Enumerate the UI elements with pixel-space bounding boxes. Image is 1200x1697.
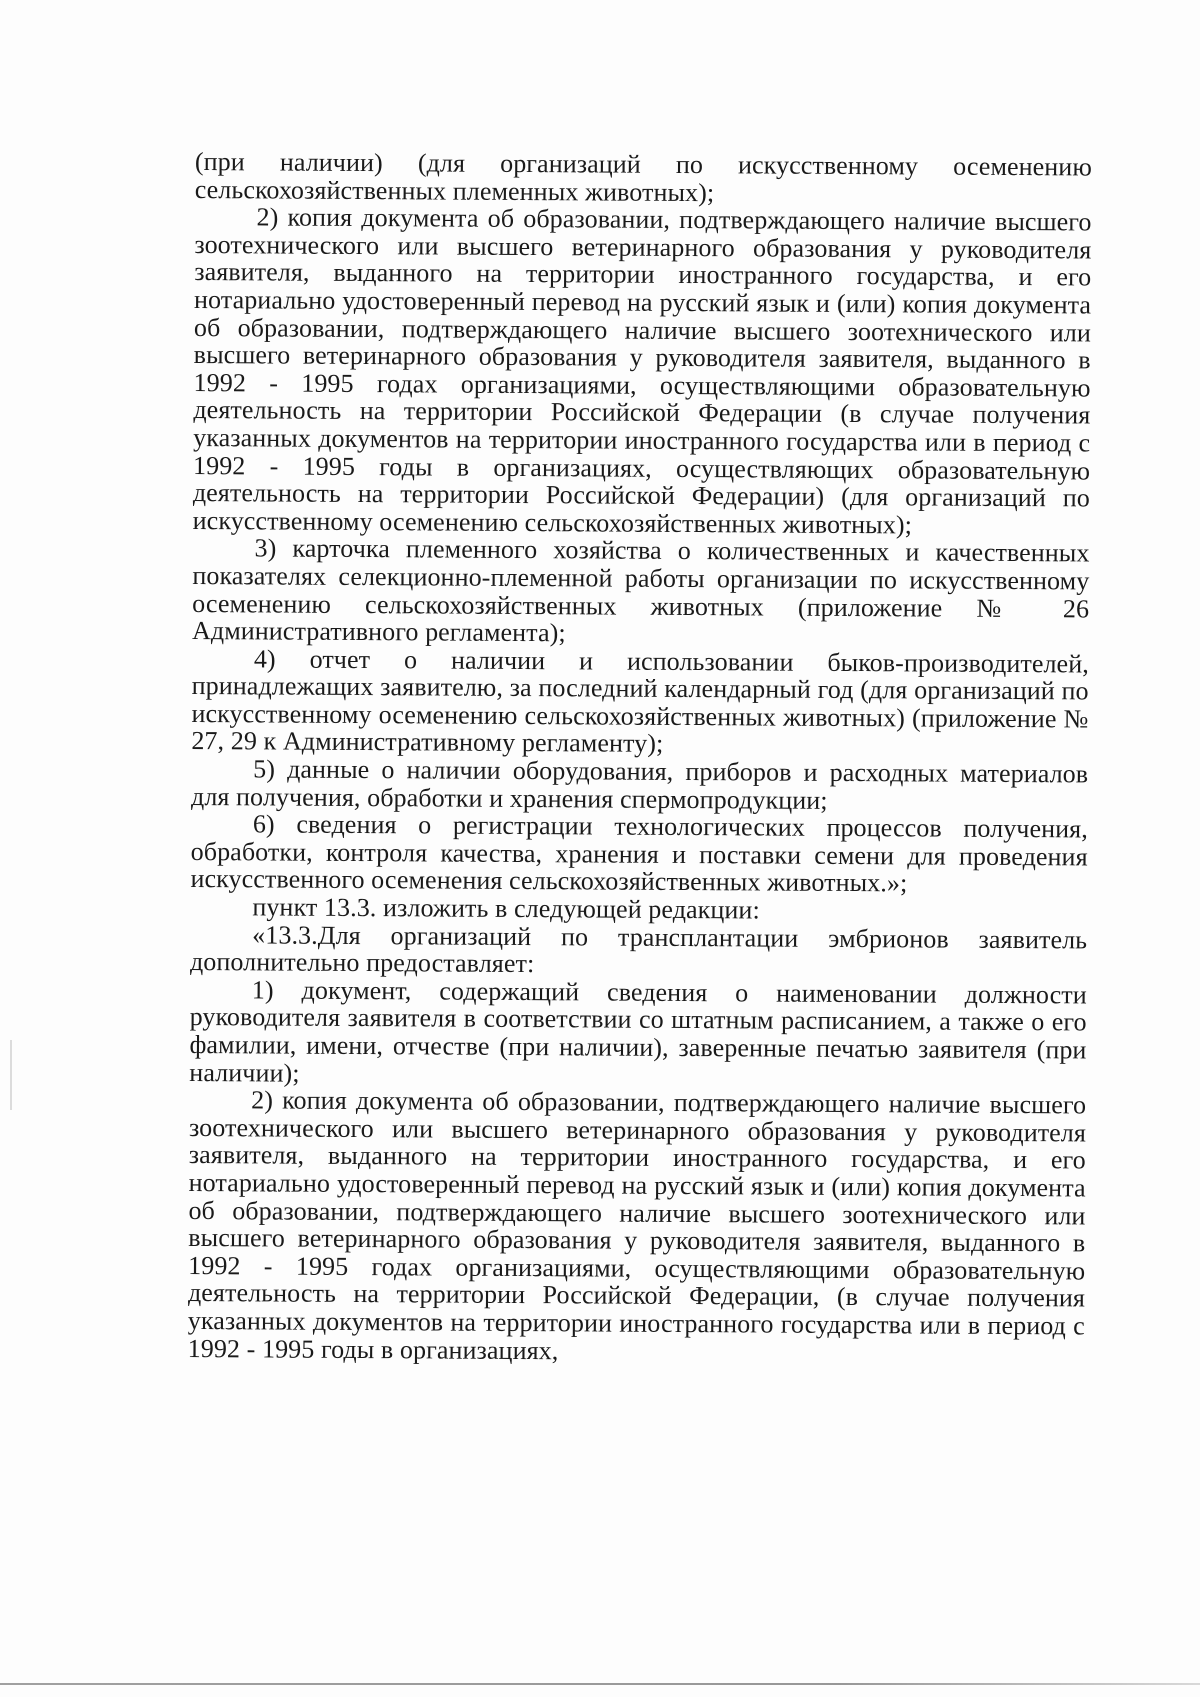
paragraph-continuation: (при наличии) (для организаций по искусственному осеменению сельскохозяйственных племенных животных);	[194, 147, 1092, 207]
paragraph-item-2-education-copy: 2) копия документа об образовании, подтверждающего наличие высшего зоотехнического или высшего ветеринарного образования у руководителя заявителя, выданного на территории иностранного государства, и его нотариально удостоверенный перевод на русский язык и (или) копия документа об образовании, подтверждающего наличие высшего зоотехнического или высшего ветеринарного образования у руководителя заявителя, выданного в 1992 - 1995 годах организациями, осуществляющими образовательную деятельность на территории Российской Федерации (в случае получения указанных документов на территории иностранного государства или в период с 1992 - 1995 годы в организациях, осуществляющих образовательную деятельность на территории Российской Федерации) (для организаций по искусственному осеменению сельскохозяйственных животных);	[192, 202, 1092, 540]
paragraph-item-3-breeding-card: 3) карточка племенного хозяйства о количественных и качественных показателях селекционно-племенной работы организации по искусственному осеменению сельскохозяйственных животных (приложение № 26 Административного регламента);	[191, 533, 1090, 648]
scan-bottom-edge	[0, 1683, 1200, 1685]
paragraph-13-3-item-2-education-copy: 2) копия документа об образовании, подтверждающего наличие высшего зоотехнического или высшего ветеринарного образования у руководителя заявителя, выданного на территории иностранного государства, и его нотариально удостоверенный перевод на русский язык и (или) копия документа об образовании, подтверждающего наличие высшего зоотехнического или высшего ветеринарного образования у руководителя заявителя, выданного в 1992 - 1995 годах организациями, осуществляющими образовательную деятельность на территории Российской Федерации, (в случае получения указанных документов на территории иностранного государства или в период с 1992 - 1995 годы в организациях,	[187, 1085, 1087, 1365]
paragraph-item-4-bull-report: 4) отчет о наличии и использовании быков-производителей, принадлежащих заявителю, за последний календарный год (для организаций по искусственному осеменению сельскохозяйственных животных) (приложение № 27, 29 к Административному регламенту);	[191, 644, 1089, 759]
paragraph-13-3-item-1-document: 1) документ, содержащий сведения о наименовании должности руководителя заявителя в соответствии со штатным расписанием, а также о его фамилии, имени, отчестве (при наличии), заверенные печатью заявителя (при наличии);	[189, 975, 1087, 1088]
document-body	[188, 148, 1092, 1368]
paragraph-item-6-process-registration: 6) сведения о регистрации технологических процессов получения, обработки, контроля качества, хранения и поставки семени для проведения искусственного осеменения сельскохозяйственных животных.»;	[190, 809, 1088, 898]
paragraph-clause-13-3-intro: «13.3.Для организаций по трансплантации эмбрионов заявитель дополнительно предоставляет:	[189, 919, 1088, 979]
scan-artifact-mark	[10, 1040, 12, 1110]
paragraph-clause-13-3-heading: пункт 13.3. изложить в следующей редакции:	[252, 892, 760, 925]
paragraph-item-5-equipment-data: 5) данные о наличии оборудования, приборов и расходных материалов для получения, обработки и хранения спермопродукции;	[190, 754, 1089, 815]
